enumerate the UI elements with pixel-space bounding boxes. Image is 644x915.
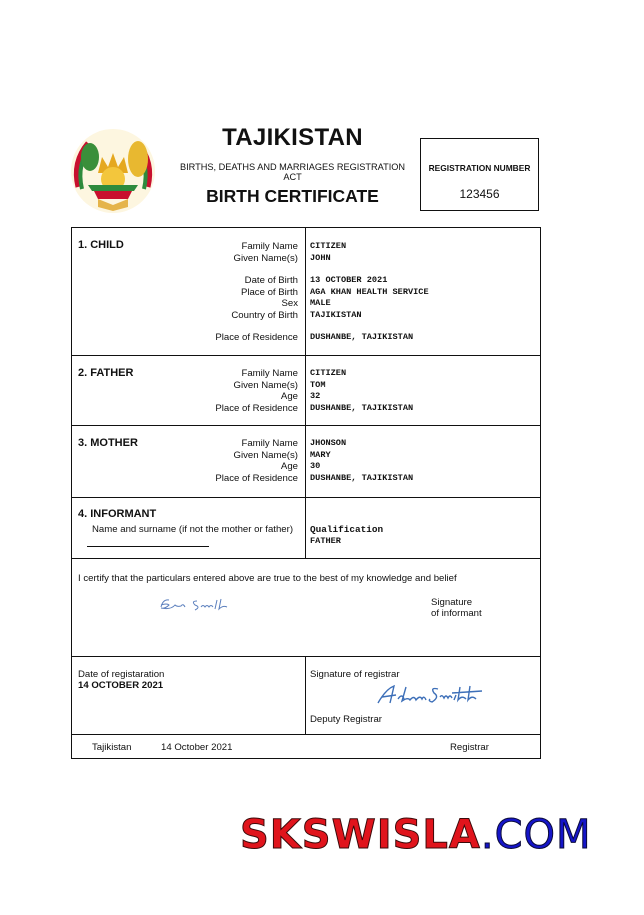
child-residence: DUSHANBE, TAJIKISTAN — [310, 332, 414, 342]
child-dob: 13 OCTOBER 2021 — [310, 275, 388, 285]
father-residence-label: Place of Residence — [215, 402, 298, 414]
registration-date-value: 14 OCTOBER 2021 — [78, 680, 164, 691]
registration-number-label: REGISTRATION NUMBER — [428, 163, 531, 173]
father-section-title: 2. FATHER — [78, 367, 134, 379]
mother-residence: DUSHANBE, TAJIKISTAN — [310, 472, 414, 483]
child-given-names: JOHN — [310, 252, 331, 263]
certification-statement: I certify that the particulars entered above are true to the best of my knowledge and belief — [78, 573, 457, 584]
mother-given-names: MARY — [310, 449, 331, 460]
child-section — [72, 228, 540, 356]
child-country-label: Country of Birth — [231, 309, 298, 321]
mother-given-names-label: Given Name(s) — [233, 449, 298, 461]
father-residence: DUSHANBE, TAJIKISTAN — [310, 402, 414, 413]
informant-section — [72, 498, 540, 559]
registrar-signature-label: Signature of registrar — [310, 669, 400, 680]
child-sex-label: Sex — [281, 298, 298, 309]
child-given-names-label: Given Name(s) — [233, 252, 298, 264]
child-family-name: CITIZEN — [310, 241, 347, 251]
tajikistan-coat-of-arms-icon — [68, 127, 158, 215]
footer-place: Tajikistan — [92, 742, 132, 753]
child-section-title: 1. CHILD — [78, 239, 124, 251]
signature-label: Signature — [431, 597, 473, 608]
father-family-name-label: Family Name — [241, 368, 298, 379]
footer-row — [72, 735, 540, 759]
mother-section — [72, 426, 540, 498]
child-country: TAJIKISTAN — [310, 309, 362, 320]
registrar-signature — [374, 683, 484, 707]
child-family-name-label: Family Name — [241, 241, 298, 252]
watermark-suffix: .COM — [480, 812, 592, 858]
watermark — [240, 812, 592, 858]
certificate-form — [71, 227, 541, 759]
mother-age-label: Age — [280, 461, 298, 472]
registration-number-box — [420, 138, 539, 211]
watermark-main: SKSWISLA — [240, 812, 481, 858]
father-age-label: Age — [280, 391, 298, 402]
footer-role: Registrar — [450, 742, 489, 753]
qualification-label: Qualification — [310, 524, 384, 535]
document-title: BIRTH CERTIFICATE — [206, 186, 379, 206]
act-name: BIRTHS, DEATHS AND MARRIAGES REGISTRATION ACT — [179, 162, 406, 182]
certification-section — [72, 559, 540, 657]
child-pob: AGA KHAN HEALTH SERVICE — [310, 286, 429, 297]
informant-section-title: 4. INFORMANT — [78, 508, 157, 520]
child-residence-label: Place of Residence — [215, 332, 298, 343]
father-given-names-label: Given Name(s) — [233, 379, 298, 391]
father-given-names: TOM — [310, 379, 326, 390]
registration-number-value: 123456 — [459, 187, 500, 201]
deputy-registrar-label: Deputy Registrar — [310, 714, 382, 725]
country-title: TAJIKISTAN — [222, 124, 363, 151]
child-pob-label: Place of Birth — [240, 286, 298, 298]
informant-name-line — [87, 546, 209, 547]
mother-section-title: 3. MOTHER — [78, 437, 138, 449]
child-dob-label: Date of Birth — [244, 275, 298, 286]
qualification-value: FATHER — [310, 536, 341, 546]
registration-details-section — [72, 657, 540, 735]
registration-date-label: Date of registaration — [78, 669, 165, 680]
father-section — [72, 356, 540, 426]
mother-age: 30 — [310, 461, 321, 471]
footer-date: 14 October 2021 — [161, 742, 233, 753]
informant-name-label: Name and surname (if not the mother or father) — [92, 524, 294, 535]
informant-signature — [157, 595, 237, 613]
mother-family-name: JHONSON — [310, 438, 347, 448]
father-age: 32 — [310, 391, 321, 401]
of-informant-label: of informant — [431, 608, 482, 619]
father-family-name: CITIZEN — [310, 368, 347, 378]
child-sex: MALE — [310, 298, 331, 308]
mother-family-name-label: Family Name — [241, 438, 298, 449]
mother-residence-label: Place of Residence — [215, 472, 298, 484]
